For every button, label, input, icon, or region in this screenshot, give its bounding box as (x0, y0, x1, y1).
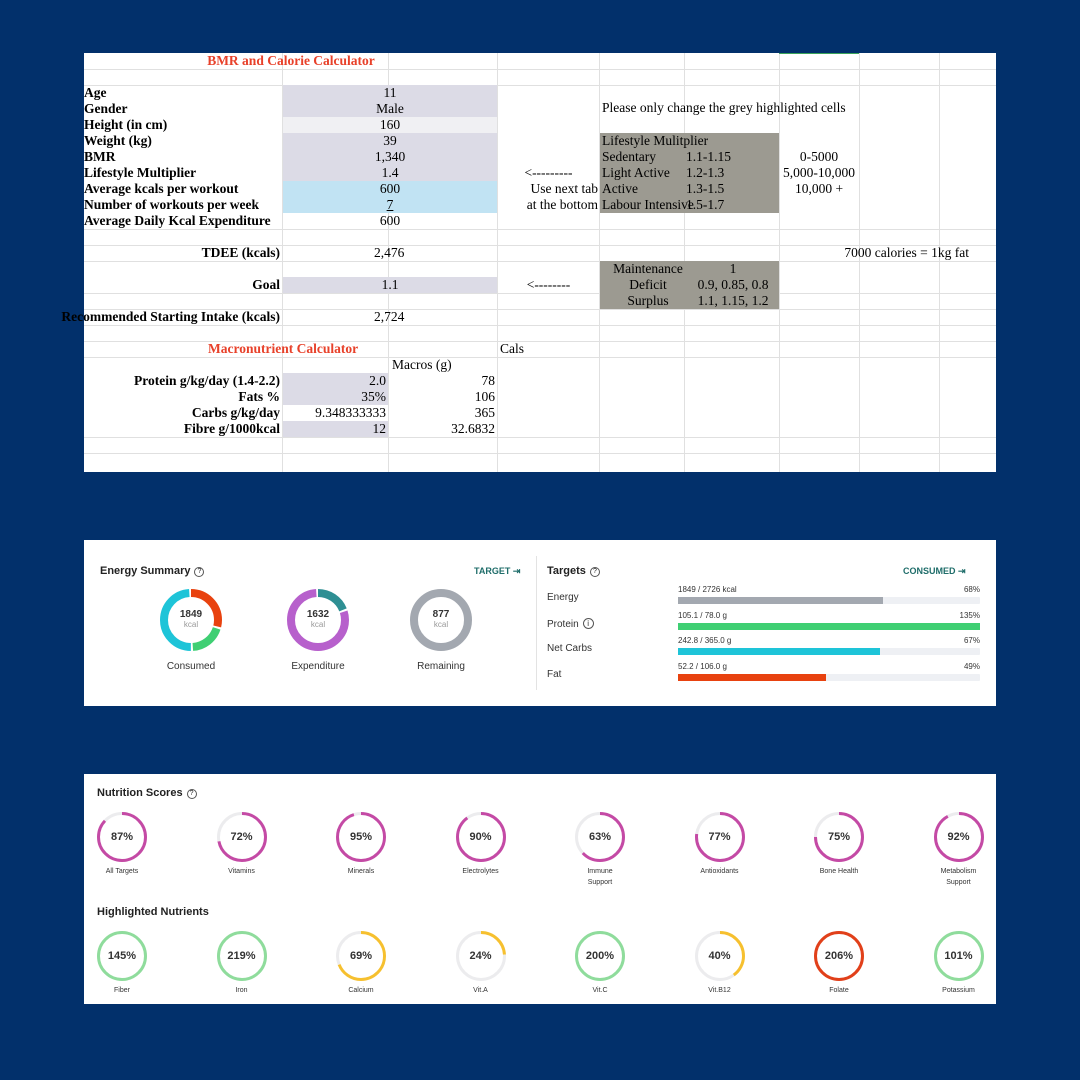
ring-value: 877 (432, 609, 450, 620)
goal-option-value: 1 (729, 261, 737, 276)
score-circle[interactable] (336, 812, 386, 862)
goal-option-value: 1.1, 1.15, 1.2 (697, 293, 769, 308)
row-value[interactable]: 39 (383, 133, 397, 148)
score-label: Electrolytes (462, 868, 499, 875)
score-label: Vit.B12 (708, 987, 731, 994)
macros-header: Macros (g) (392, 357, 452, 372)
intake-value: 2,724 (374, 309, 405, 324)
row-label: Average Daily Kcal Expenditure (84, 213, 271, 228)
macro-grams: 78 (481, 373, 495, 388)
target-percent: 135% (959, 610, 980, 620)
score-value: 24% (469, 950, 492, 962)
fat-note: 7000 calories = 1kg fat (844, 245, 969, 260)
row-label: Gender (84, 101, 128, 116)
score-circle[interactable] (695, 812, 745, 862)
score-circle[interactable] (456, 931, 506, 981)
row-label: Average kcals per workout (84, 181, 239, 196)
target-amount: 242.8 / 365.0 g (678, 636, 732, 645)
row-value[interactable]: 7 (386, 197, 394, 212)
energy-ring-remaining (410, 589, 472, 651)
step-range: 10,000 + (794, 181, 844, 196)
ring-unit: kcal (310, 620, 326, 629)
target-label: Net Carbs (547, 643, 593, 654)
score-label: Vitamins (228, 868, 255, 875)
macro-label: Fats % (238, 389, 280, 404)
goal-option-name: Maintenance (613, 261, 683, 276)
hint-line-1: Use next tab (530, 181, 598, 196)
consumed-toggle-button[interactable]: CONSUMED ⇥ (903, 566, 966, 576)
score-label: Minerals (347, 868, 375, 875)
ring-unit: kcal (183, 620, 199, 629)
target-label: Protein i (547, 618, 594, 630)
goal-option-name: Surplus (627, 293, 669, 308)
instruction-note: Please only change the grey highlighted cells (602, 100, 846, 115)
row-value[interactable]: 160 (379, 117, 401, 132)
lifestyle-name: Sedentary (602, 149, 656, 164)
macro-calculator-title: Macronutrient Calculator (208, 341, 359, 356)
lifestyle-name: Active (602, 181, 638, 196)
row-label: Age (84, 85, 107, 100)
row-value: 600 (379, 213, 401, 228)
macro-input[interactable]: 9.348333333 (315, 405, 386, 420)
macro-input[interactable]: 35% (361, 389, 386, 404)
lifestyle-range: 1.3-1.5 (686, 181, 725, 196)
step-range: 0-5000 (799, 149, 839, 164)
score-value: 69% (349, 950, 373, 962)
score-value: 90% (469, 831, 492, 843)
score-label: All Targets (105, 868, 139, 875)
macro-label: Protein g/kg/day (1.4-2.2) (134, 373, 280, 388)
help-icon[interactable]: ? (590, 567, 600, 577)
row-label: Weight (kg) (84, 133, 152, 148)
hint-line-2: at the bottom (526, 197, 598, 212)
intake-label: Recommended Starting Intake (kcals) (61, 309, 280, 324)
score-value: 206% (824, 950, 854, 962)
target-amount: 105.1 / 78.0 g (678, 610, 727, 620)
score-circle[interactable] (934, 812, 984, 862)
macro-label: Carbs g/kg/day (191, 405, 280, 420)
target-progress-track (678, 623, 980, 630)
row-value: 1,340 (374, 149, 406, 164)
lifestyle-range: 1.5-1.7 (686, 197, 725, 212)
lifestyle-name: Labour Intensive (602, 197, 694, 212)
target-progress-track (678, 674, 980, 681)
nutrition-scores-title: Nutrition Scores ? (97, 787, 197, 799)
goal-option-name: Deficit (629, 277, 667, 292)
row-value[interactable]: Male (376, 101, 404, 116)
macro-grams: 32.6832 (451, 421, 495, 436)
score-label: Calcium (348, 987, 374, 994)
macro-input[interactable]: 12 (372, 421, 386, 436)
score-label: Metabolism Support (940, 868, 977, 886)
score-value: 40% (708, 950, 731, 962)
nutrition-scores-card (84, 774, 996, 1004)
lifestyle-range: 1.2-1.3 (686, 165, 725, 180)
swap-arrows-icon: ⇥ (512, 566, 521, 576)
ring-unit: kcal (433, 620, 449, 629)
macro-input[interactable]: 2.0 (369, 373, 386, 388)
target-amount: 1849 / 2726 kcal (678, 585, 737, 594)
goal-value[interactable]: 1.1 (381, 277, 399, 292)
score-value: 75% (827, 831, 851, 843)
score-circle[interactable] (217, 812, 267, 862)
goal-option-value: 0.9, 0.85, 0.8 (697, 277, 769, 292)
info-icon[interactable]: i (583, 618, 594, 629)
score-circle[interactable] (336, 931, 386, 981)
score-circle[interactable] (934, 931, 984, 981)
ring-label: Consumed (166, 661, 216, 672)
step-range: 5,000-10,000 (783, 165, 855, 180)
ring-value: 1849 (179, 609, 203, 620)
score-label: Fiber (114, 987, 130, 994)
score-circle[interactable] (456, 812, 506, 862)
target-label: Fat (547, 668, 562, 680)
lifestyle-box-title: Lifestyle Mulitplier (602, 133, 709, 148)
help-icon[interactable]: ? (187, 789, 197, 799)
score-circle[interactable] (575, 931, 625, 981)
highlighted-nutrients-title: Highlighted Nutrients (97, 906, 209, 918)
row-value[interactable]: 1.4 (381, 165, 399, 180)
score-label: Iron (235, 987, 248, 994)
score-value: 92% (947, 831, 970, 843)
target-progress-fill (678, 674, 826, 681)
goal-label: Goal (252, 277, 280, 292)
score-value: 219% (227, 950, 256, 962)
row-label: Number of workouts per week (84, 197, 259, 212)
macro-grams: 106 (474, 389, 495, 404)
score-value: 63% (588, 831, 612, 843)
target-toggle-button[interactable]: TARGET ⇥ (474, 566, 521, 576)
swap-arrows-icon: ⇥ (958, 566, 966, 576)
score-label: Bone Health (819, 868, 859, 875)
target-amount: 52.2 / 106.0 g (678, 661, 727, 671)
ring-label: Remaining (417, 661, 465, 672)
score-circle[interactable] (217, 931, 267, 981)
target-progress-track (678, 648, 980, 655)
target-progress-fill (678, 623, 980, 630)
energy-ring-consumed (160, 589, 222, 651)
score-value: 77% (708, 831, 731, 843)
score-label: Folate (829, 987, 849, 994)
goal-arrow: <-------- (526, 277, 571, 292)
target-progress-fill (678, 597, 883, 604)
ring-value: 1632 (306, 609, 330, 620)
lifestyle-name: Light Active (602, 165, 670, 180)
score-value: 145% (107, 950, 137, 962)
energy-summary-title: Energy Summary ? (100, 565, 204, 577)
row-label: Height (in cm) (84, 117, 168, 132)
row-value[interactable]: 11 (383, 85, 397, 100)
row-label: Lifestyle Multiplier (84, 165, 197, 180)
row-label: BMR (84, 149, 116, 164)
calorie-spreadsheet (61, 53, 996, 472)
targets-title: Targets ? (547, 565, 600, 577)
target-percent: 49% (963, 661, 980, 671)
score-value: 72% (230, 831, 253, 843)
score-label: Vit.A (473, 987, 488, 994)
macro-grams: 365 (474, 405, 495, 420)
tdee-value: 2,476 (374, 245, 405, 260)
score-value: 87% (110, 831, 134, 843)
score-circle[interactable] (97, 812, 147, 862)
target-percent: 67% (963, 636, 980, 645)
row-value[interactable]: 600 (379, 181, 401, 196)
spreadsheet-title: BMR and Calorie Calculator (207, 53, 375, 68)
score-label: Potassium (942, 987, 975, 994)
score-label: Immune Support (587, 868, 613, 886)
score-label: Vit.C (592, 987, 608, 994)
energy-summary-card (84, 540, 996, 706)
score-circle[interactable] (814, 931, 864, 981)
score-circle[interactable] (814, 812, 864, 862)
arrow-pointer: <--------- (524, 165, 573, 180)
ring-label: Expenditure (291, 661, 345, 672)
target-label: Energy (547, 592, 579, 603)
target-progress-track (678, 597, 980, 604)
score-circle[interactable] (575, 812, 625, 862)
score-label: Antioxidants (700, 868, 739, 875)
help-icon[interactable]: ? (194, 567, 204, 577)
score-value: 95% (349, 831, 373, 843)
target-percent: 68% (963, 585, 980, 594)
score-value: 200% (585, 950, 615, 962)
target-progress-fill (678, 648, 880, 655)
cals-header: Cals (500, 341, 525, 356)
score-circle[interactable] (97, 931, 147, 981)
tdee-label: TDEE (kcals) (201, 245, 280, 260)
score-circle[interactable] (695, 931, 745, 981)
score-value: 101% (944, 950, 973, 962)
energy-ring-expenditure (287, 589, 349, 651)
macro-label: Fibre g/1000kcal (183, 421, 280, 436)
lifestyle-range: 1.1-1.15 (686, 149, 731, 164)
